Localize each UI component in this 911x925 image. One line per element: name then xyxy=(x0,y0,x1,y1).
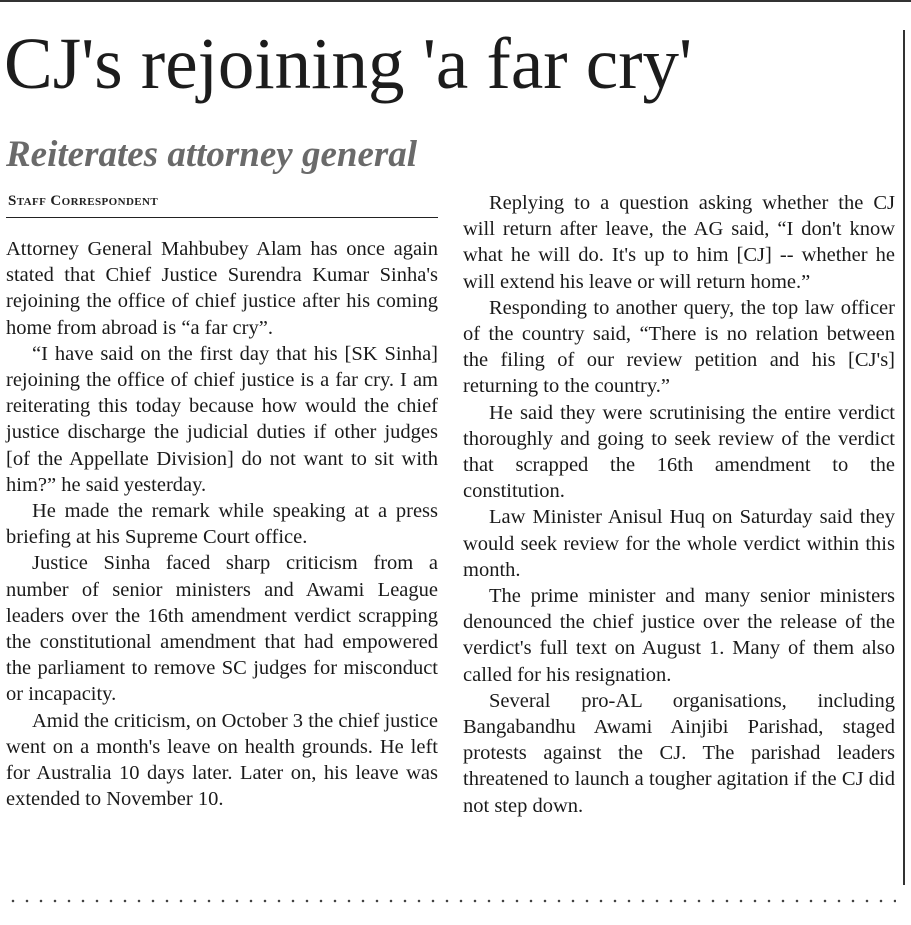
top-rule xyxy=(0,0,911,2)
paragraph: Amid the criticism, on October 3 the chief justice went on a month's leave on health grounds. He left for Australia 10 days later. Later on, his leave was extended to November 10. xyxy=(6,709,438,811)
subheadline: Reiterates attorney general xyxy=(6,134,418,175)
paragraph: Replying to a question asking whether the CJ will return after leave, the AG said, “I don't know what he will do. It's up to him [CJ] -- whether he will extend his leave or will return home.” xyxy=(463,192,895,293)
paragraph: “I have said on the first day that his [SK Sinha] rejoining the office of chief justice is a far cry. I am reiterating this today because how would the chief justice discharge the judicial duties if other judges [of the Appellate Division] do not want to sit with him?” he said yesterday. xyxy=(6,342,438,496)
byline-rule xyxy=(6,217,438,218)
paragraph: Responding to another query, the top law officer of the country said, “There is no relation between the filing of our review petition and his [CJ's] returning to the country.” xyxy=(463,296,895,398)
paragraph: He said they were scrutinising the entire verdict thoroughly and going to seek review of the verdict that scrapped the 16th amendment to the constitution. xyxy=(463,401,895,503)
headline: CJ's rejoining 'a far cry' xyxy=(4,23,693,104)
byline: Staff Correspondent xyxy=(8,193,159,209)
paragraph: Attorney General Mahbubey Alam has once again stated that Chief Justice Surendra Kumar Sinha's rejoining the office of chief justice after his coming home from abroad is “a far cry”. xyxy=(6,238,438,339)
paragraph: Several pro-AL organisations, including Bangabandhu Awami Ainjibi Parishad, staged protests against the CJ. The parishad leaders threatened to launch a tougher agitation if the CJ did not step down. xyxy=(463,689,895,817)
right-column-rule xyxy=(903,30,905,885)
paragraph: Justice Sinha faced sharp criticism from a number of senior ministers and Awami League leaders over the 16th amendment verdict scrapping the constitutional amendment that had empowered the parliament to remove SC judges for misconduct or incapacity. xyxy=(6,552,438,706)
article-column-right xyxy=(463,190,895,819)
article-column-left xyxy=(6,236,438,812)
paragraph: He made the remark while speaking at a press briefing at his Supreme Court office. xyxy=(6,500,438,549)
paragraph: The prime minister and many senior ministers denounced the chief justice over the release of the verdict's full text on August 1. Many of them also called for his resignation. xyxy=(463,585,895,686)
paragraph: Law Minister Anisul Huq on Saturday said they would seek review for the whole verdict within this month. xyxy=(463,506,895,581)
dotted-divider xyxy=(6,898,896,904)
